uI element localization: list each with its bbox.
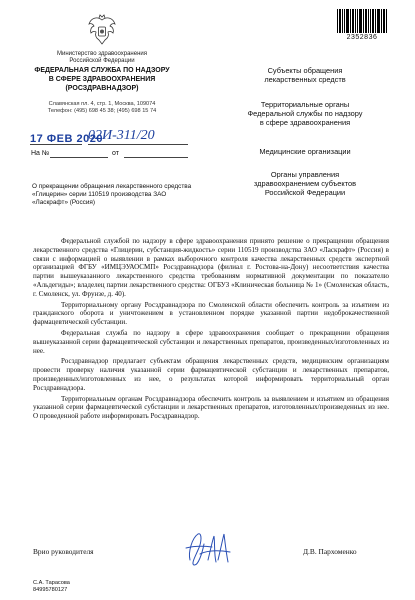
number-line — [88, 144, 188, 145]
body-paragraph-4: Росздравнадзор предлагает субъектам обращения лекарственных средств, медицинским организациям провести проверку наличия указанной серии фармацевтической субстанции и лекарственных препаратов, произведенных/изготовленных из нее, о результатах которой информировать территориальный орган Росздравнадзора. — [33, 357, 389, 392]
handwritten-signature — [178, 530, 248, 568]
reference-number-label: На № — [31, 150, 50, 157]
coat-of-arms-icon — [87, 14, 117, 48]
signatory-name: Д.В. Пархоменко — [303, 547, 357, 556]
body-paragraph-3: Федеральная служба по надзору в сфере здравоохранения сообщает о прекращении обращения вышеуказанной серии фармацевтической субстанции и лекарственных препаратов, произведенных/изготовленных из нее. — [33, 328, 389, 355]
letter-subject: О прекращении обращения лекарственного средства «Глицерин» серии 110519 производства ЗАО «Ласкрафт» (Россия) — [32, 183, 192, 206]
recipient-3: Медицинские организации — [259, 147, 351, 156]
recipient-4: Органы управления здравоохранением субъектов Российской Федерации — [253, 170, 357, 197]
signatory-position: Врио руководителя — [33, 547, 94, 556]
reference-date-line — [124, 157, 188, 158]
letter-body — [33, 237, 389, 423]
recipient-1: Субъекты обращения лекарственных средств — [264, 66, 346, 84]
ministry-name: Министерство здравоохранения Российской Федерации — [57, 51, 147, 64]
reference-number-line — [50, 157, 108, 158]
service-name: ФЕДЕРАЛЬНАЯ СЛУЖБА ПО НАДЗОРУ В СФЕРЕ ЗДРАВООХРАНЕНИЯ (РОСЗДРАВНАДЗОР) — [34, 67, 170, 92]
barcode-number: 2352836 — [346, 34, 378, 41]
body-paragraph-1: Федеральной службой по надзору в сфере здравоохранения принято решение о прекращении обращения лекарственного средства «Глицерин, субстанция-жидкость» серии 110519 производства ЗАО «Ласкрафт» (Россия) в связи с информацией о выявлении в рамках выборочного контроля качества лекарственных средств экспертной организацией ФГБУ «ИМЦЭУАОСМП» Росздравнадзора (филиал г. Ростова-на-Дону) несоответствия качества партии вышеуказанного лекарственного средства требованиям нормативной документации по показателю «Альдегиды»; владелец партии лекарственного средства: ОГБУЗ «Клиническая больница № 1» (Смоленская область, г. Смоленск, ул. Фрунзе, д. 40). — [33, 237, 389, 298]
registration-number: 02И-311/20 — [88, 128, 155, 143]
executor-name: С.А. Тарасова — [33, 580, 70, 586]
recipient-2: Территориальные органы Федеральной службы по надзору в сфере здравоохранения — [247, 100, 363, 127]
sender-address: Славянская пл. 4, стр. 1, Москва, 109074 Телефон: (495) 698 45 38; (495) 698 15 74 — [47, 101, 157, 114]
reference-date-label: от — [112, 150, 119, 157]
body-paragraph-2: Территориальному органу Росздравнадзора по Смоленской области обеспечить контроль за изъятием из гражданского оборота и уничтожением в установленном порядке указанной партии недоброкачественной фармацевтической субстанции. — [33, 300, 389, 327]
body-paragraph-5: Территориальным органам Росздравнадзора обеспечить контроль за выявлением и изъятием из обращения указанной серии фармацевтической субстанции и лекарственных препаратов, изготовленных/произведенных из нее. О проведенной работе информировать Росздравнадзор. — [33, 394, 389, 421]
barcode — [336, 8, 388, 34]
date-stamp: 17 ФЕВ 2020 — [30, 133, 103, 145]
executor-phone: 84995780127 — [33, 587, 68, 593]
executor-info — [33, 580, 70, 594]
